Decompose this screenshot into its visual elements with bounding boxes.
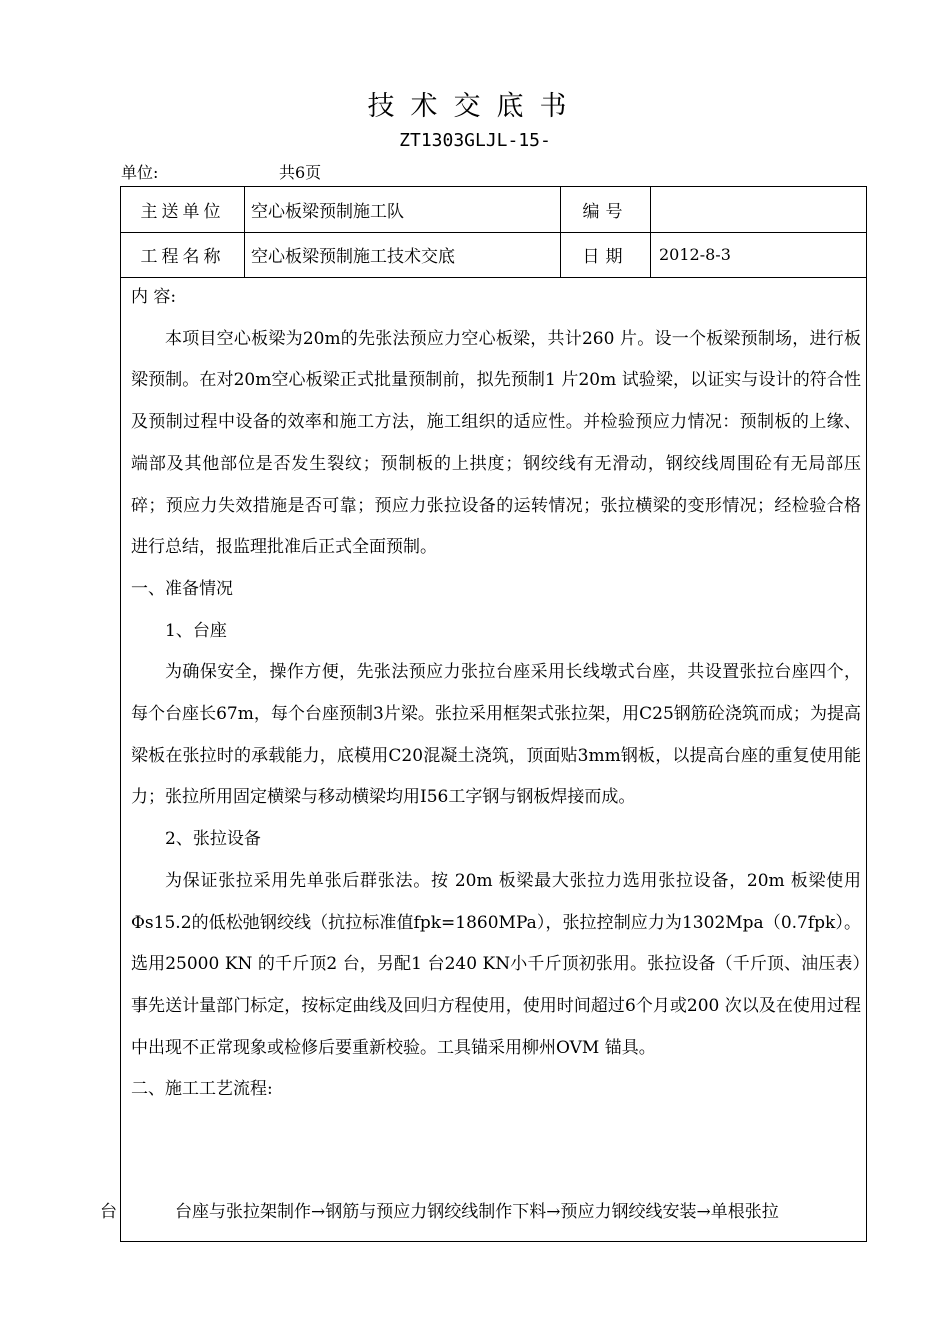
date-label: 日期	[561, 232, 651, 277]
margin-character: 台	[100, 1202, 117, 1222]
subheading-tensioning-equipment: 2、张拉设备	[165, 829, 261, 850]
recipient-label: 主送单位	[121, 187, 245, 232]
content-body	[131, 277, 861, 1111]
project-name-value: 空心板梁预制施工技术交底	[245, 232, 561, 277]
unit-line	[121, 160, 322, 183]
process-flow-line: 台座与张拉架制作→钢筋与预应力钢绞线制作下料→预应力钢绞线安装→单根张拉	[175, 1202, 779, 1222]
number-label: 编号	[561, 187, 651, 232]
table-row	[121, 187, 866, 233]
date-value: 2012-8-3	[659, 245, 731, 264]
page-count: 共6页	[279, 163, 322, 182]
section-heading-process: 二、施工工艺流程:	[131, 1079, 273, 1100]
pedestal-paragraph: 为确保安全，操作方便，先张法预应力张拉台座采用长线墩式台座，共设置张拉台座四个，每个台座长67m，每个台座预制3片梁。张拉采用框架式张拉架，用C25钢筋砼浇筑而成；为提高梁板在张拉时的承载能力，底模用C20混凝土浇筑，顶面贴3mm钢板，以提高台座的重复使用能力；张拉所用固定横梁与移动横梁均用I56工字钢与钢板焊接而成。	[131, 662, 861, 808]
unit-label: 单位:	[121, 163, 159, 182]
recipient-value: 空心板梁预制施工队	[245, 187, 561, 232]
intro-paragraph: 本项目空心板梁为20m的先张法预应力空心板梁，共计260 片。设一个板梁预制场，进行板梁预制。在对20m空心板梁正式批量预制前，拟先预制1 片20m 试验梁，以证实与设计的符合性及预制过程中设备的效率和施工方法，施工组织的适应性。并检验预应力情况：预制板的上缘、端部及其他部位是否发生裂纹；预制板的上拱度；钢绞线有无滑动，钢绞线周围砼有无局部压碎；预应力失效措施是否可靠；预应力张拉设备的运转情况；张拉横梁的变形情况；经检验合格进行总结，报监理批准后正式全面预制。	[131, 328, 861, 558]
content-heading: 内 容:	[131, 287, 177, 307]
project-name-label: 工程名称	[121, 232, 245, 277]
document-table	[120, 186, 867, 1242]
document-code: ZT1303GLJL-15-	[399, 130, 551, 151]
table-row	[121, 232, 866, 278]
document-title: 技术交底书	[367, 91, 583, 122]
section-heading-preparation: 一、准备情况	[131, 578, 233, 599]
number-value	[651, 187, 868, 232]
equipment-paragraph: 为保证张拉采用先单张后群张法。按 20m 板梁最大张拉力选用张拉设备，20m 板梁使用Φs15.2的低松弛钢绞线（抗拉标准值fpk=1860MPa），张拉控制应力为1302Mpa（0.7fpk）。选用25000 KN 的千斤顶2 台，另配1 台240 KN小千斤顶初张用。张拉设备（千斤顶、油压表）事先送计量部门标定，按标定曲线及回归方程使用，使用时间超过6个月或200 次以及在使用过程中出现不正常现象或检修后要重新校验。工具锚采用柳州OVM 锚具。	[131, 870, 861, 1058]
subheading-pedestal: 1、台座	[165, 620, 227, 641]
